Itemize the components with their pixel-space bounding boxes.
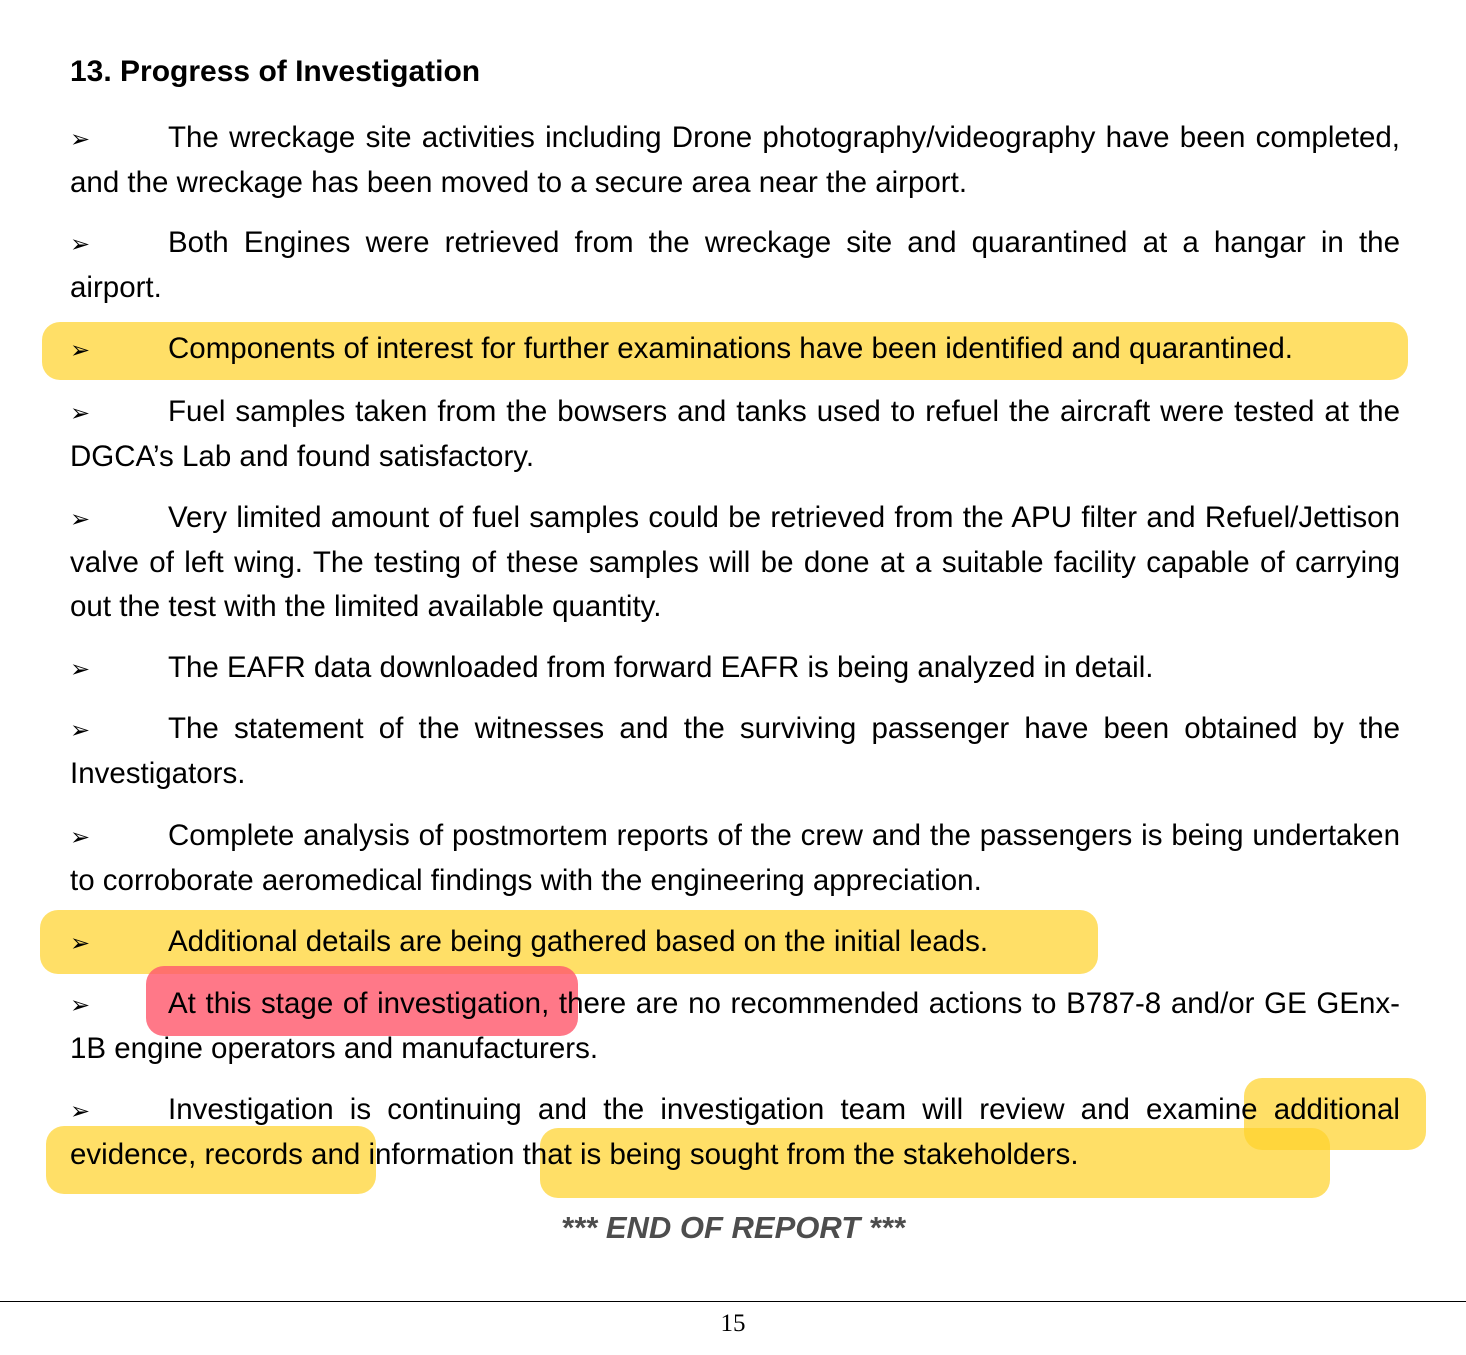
arrow-bullet-icon: ➢ bbox=[70, 505, 91, 533]
list-item-text: Fuel samples taken from the bowsers and tanks used to refuel the aircraft were tested at the DGCA’s Lab and found satisfactory. bbox=[70, 395, 1400, 473]
list-item bbox=[70, 707, 1400, 796]
arrow-bullet-icon: ➢ bbox=[70, 991, 91, 1019]
list-item-text: . bbox=[1070, 1138, 1079, 1171]
list-item-text-highlighted: information that is being sought from the stakeholders bbox=[368, 1138, 1071, 1171]
arrow-bullet-icon: ➢ bbox=[70, 655, 91, 683]
page-number: 15 bbox=[720, 1310, 746, 1337]
list-item bbox=[70, 116, 1400, 205]
arrow-bullet-icon: ➢ bbox=[70, 125, 91, 153]
list-item bbox=[70, 1088, 1400, 1177]
arrow-bullet-icon: ➢ bbox=[70, 823, 91, 851]
section-heading: 13. Progress of Investigation bbox=[70, 55, 481, 88]
list-item-text-highlighted: examine additional evidence bbox=[70, 1093, 1400, 1171]
list-item-text: The wreckage site activities including Drone photography/videography have been completed, and the wreckage has been moved to a secure area near the airport. bbox=[70, 121, 1400, 199]
list-item bbox=[70, 327, 1400, 372]
list-item-text: The statement of the witnesses and the surviving passenger have been obtained by the Investigators. bbox=[70, 712, 1400, 790]
list-item-text: Very limited amount of fuel samples could be retrieved from the APU filter and Refuel/Jettison valve of left wing. The testing of these samples will be done at a suitable facility capable of carrying out the test with the limited available quantity. bbox=[70, 501, 1400, 623]
list-item bbox=[70, 920, 1400, 965]
arrow-bullet-icon: ➢ bbox=[70, 716, 91, 744]
arrow-bullet-icon: ➢ bbox=[70, 929, 91, 957]
list-item bbox=[70, 390, 1400, 479]
list-item bbox=[70, 496, 1400, 629]
arrow-bullet-icon: ➢ bbox=[70, 399, 91, 427]
end-of-report-marker: *** END OF REPORT *** bbox=[561, 1210, 905, 1245]
list-item-text: Complete analysis of postmortem reports of the crew and the passengers is being undertaken to corroborate aeromedical findings with the engineering appreciation. bbox=[70, 819, 1400, 897]
list-item-text: Both Engines were retrieved from the wreckage site and quarantined at a hangar in the airport. bbox=[70, 226, 1400, 304]
footer-divider bbox=[0, 1301, 1466, 1302]
list-item-text: Components of interest for further examinations have been identified and quarantined. bbox=[168, 332, 1293, 365]
list-item-text-highlighted: At this stage of investigation bbox=[168, 987, 542, 1020]
list-item-text: Investigation is continuing and the investigation team will review and bbox=[168, 1093, 1147, 1126]
arrow-bullet-icon: ➢ bbox=[70, 230, 91, 258]
list-item bbox=[70, 646, 1400, 691]
list-item-text: , records and bbox=[188, 1138, 369, 1171]
arrow-bullet-icon: ➢ bbox=[70, 336, 91, 364]
list-item bbox=[70, 814, 1400, 903]
list-item-text: Additional details are being gathered based on the initial leads. bbox=[168, 925, 989, 958]
arrow-bullet-icon: ➢ bbox=[70, 1097, 91, 1125]
list-item bbox=[70, 221, 1400, 310]
list-item-text: , there are no recommended actions to B787-8 and/or GE GEnx-1B engine operators and manufacturers. bbox=[70, 987, 1400, 1065]
list-item-text: The EAFR data downloaded from forward EAFR is being analyzed in detail. bbox=[168, 651, 1154, 684]
list-item bbox=[70, 982, 1400, 1071]
